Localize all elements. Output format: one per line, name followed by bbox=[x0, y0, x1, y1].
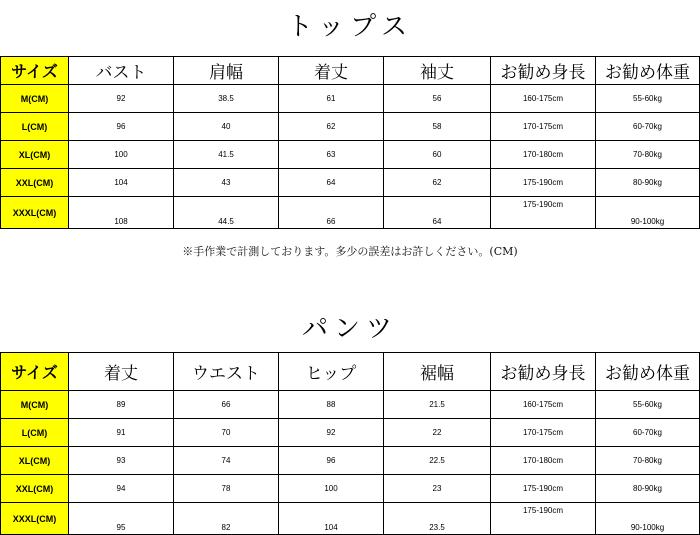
waist-value: 78 bbox=[174, 475, 279, 503]
pants-title: パンツ bbox=[301, 314, 398, 344]
tops-header-row bbox=[1, 57, 700, 85]
rec-height-value: 160-175cm bbox=[491, 85, 596, 113]
rec-height-value: 170-175cm bbox=[491, 419, 596, 447]
pants-header-length: 着丈 bbox=[69, 353, 174, 391]
size-label: XXXL(CM) bbox=[1, 503, 69, 535]
pants-header-rec-height: お勧め身長 bbox=[491, 353, 596, 391]
size-label: M(CM) bbox=[1, 391, 69, 419]
pants-header-rec-weight: お勧め体重 bbox=[596, 353, 700, 391]
hip-value: 104 bbox=[279, 503, 384, 535]
rec-weight-value: 80-90kg bbox=[596, 475, 700, 503]
hem-value: 23.5 bbox=[384, 503, 491, 535]
waist-value: 70 bbox=[174, 419, 279, 447]
bust-value: 104 bbox=[69, 169, 174, 197]
rec-height-value: 160-175cm bbox=[491, 391, 596, 419]
rec-weight-value: 55-60kg bbox=[596, 391, 700, 419]
shoulder-value: 38.5 bbox=[174, 85, 279, 113]
tops-size-table bbox=[0, 56, 700, 229]
hip-value: 92 bbox=[279, 419, 384, 447]
rec-height-value: 175-190cm bbox=[491, 169, 596, 197]
rec-weight-value: 60-70kg bbox=[596, 113, 700, 141]
table-row bbox=[1, 169, 700, 197]
rec-weight-value: 55-60kg bbox=[596, 85, 700, 113]
size-label: L(CM) bbox=[1, 419, 69, 447]
tops-header-sleeve: 袖丈 bbox=[384, 57, 491, 85]
bust-value: 108 bbox=[69, 197, 174, 229]
length-value: 95 bbox=[69, 503, 174, 535]
size-label: XXL(CM) bbox=[1, 475, 69, 503]
pants-size-table bbox=[0, 352, 700, 535]
bust-value: 96 bbox=[69, 113, 174, 141]
rec-weight-value: 60-70kg bbox=[596, 419, 700, 447]
shoulder-value: 40 bbox=[174, 113, 279, 141]
waist-value: 82 bbox=[174, 503, 279, 535]
hip-value: 100 bbox=[279, 475, 384, 503]
rec-weight-value: 80-90kg bbox=[596, 169, 700, 197]
table-row bbox=[1, 447, 700, 475]
measurement-note: ※手作業で計測しております。多少の誤差はお許しください。(CM) bbox=[182, 245, 518, 258]
size-label: XXXL(CM) bbox=[1, 197, 69, 229]
length-value: 91 bbox=[69, 419, 174, 447]
shoulder-value: 43 bbox=[174, 169, 279, 197]
tops-title: トップス bbox=[286, 12, 414, 42]
length-value: 89 bbox=[69, 391, 174, 419]
pants-header-size: サイズ bbox=[1, 353, 69, 391]
size-label: M(CM) bbox=[1, 85, 69, 113]
length-value: 66 bbox=[279, 197, 384, 229]
tops-header-size: サイズ bbox=[1, 57, 69, 85]
table-row bbox=[1, 503, 700, 535]
hem-value: 22 bbox=[384, 419, 491, 447]
length-value: 63 bbox=[279, 141, 384, 169]
table-row bbox=[1, 85, 700, 113]
rec-height-value: 170-180cm bbox=[491, 447, 596, 475]
tops-header-rec-weight: お勧め体重 bbox=[596, 57, 700, 85]
rec-height-value: 170-180cm bbox=[491, 141, 596, 169]
table-row bbox=[1, 113, 700, 141]
tops-header-bust: バスト bbox=[69, 57, 174, 85]
table-row bbox=[1, 141, 700, 169]
waist-value: 66 bbox=[174, 391, 279, 419]
pants-header-row bbox=[1, 353, 700, 391]
table-row bbox=[1, 197, 700, 229]
hem-value: 22.5 bbox=[384, 447, 491, 475]
pants-header-hip: ヒップ bbox=[279, 353, 384, 391]
table-row bbox=[1, 391, 700, 419]
rec-height-value: 175-190cm bbox=[491, 197, 596, 229]
pants-header-waist: ウエスト bbox=[174, 353, 279, 391]
tops-header-shoulder: 肩幅 bbox=[174, 57, 279, 85]
size-label: XXL(CM) bbox=[1, 169, 69, 197]
hip-value: 88 bbox=[279, 391, 384, 419]
length-value: 61 bbox=[279, 85, 384, 113]
table-row bbox=[1, 419, 700, 447]
rec-weight-value: 70-80kg bbox=[596, 141, 700, 169]
table-row bbox=[1, 475, 700, 503]
size-label: XL(CM) bbox=[1, 141, 69, 169]
sleeve-value: 64 bbox=[384, 197, 491, 229]
sleeve-value: 58 bbox=[384, 113, 491, 141]
rec-height-value: 175-190cm bbox=[491, 503, 596, 535]
sleeve-value: 60 bbox=[384, 141, 491, 169]
hem-value: 23 bbox=[384, 475, 491, 503]
rec-weight-value: 70-80kg bbox=[596, 447, 700, 475]
length-value: 64 bbox=[279, 169, 384, 197]
rec-weight-value: 90-100kg bbox=[596, 197, 700, 229]
waist-value: 74 bbox=[174, 447, 279, 475]
sleeve-value: 56 bbox=[384, 85, 491, 113]
rec-weight-value: 90-100kg bbox=[596, 503, 700, 535]
bust-value: 92 bbox=[69, 85, 174, 113]
hem-value: 21.5 bbox=[384, 391, 491, 419]
hip-value: 96 bbox=[279, 447, 384, 475]
rec-height-value: 175-190cm bbox=[491, 475, 596, 503]
length-value: 94 bbox=[69, 475, 174, 503]
sleeve-value: 62 bbox=[384, 169, 491, 197]
size-label: XL(CM) bbox=[1, 447, 69, 475]
pants-header-hem: 裾幅 bbox=[384, 353, 491, 391]
length-value: 93 bbox=[69, 447, 174, 475]
size-label: L(CM) bbox=[1, 113, 69, 141]
tops-header-length: 着丈 bbox=[279, 57, 384, 85]
rec-height-value: 170-175cm bbox=[491, 113, 596, 141]
length-value: 62 bbox=[279, 113, 384, 141]
shoulder-value: 41.5 bbox=[174, 141, 279, 169]
shoulder-value: 44.5 bbox=[174, 197, 279, 229]
tops-header-rec-height: お勧め身長 bbox=[491, 57, 596, 85]
bust-value: 100 bbox=[69, 141, 174, 169]
